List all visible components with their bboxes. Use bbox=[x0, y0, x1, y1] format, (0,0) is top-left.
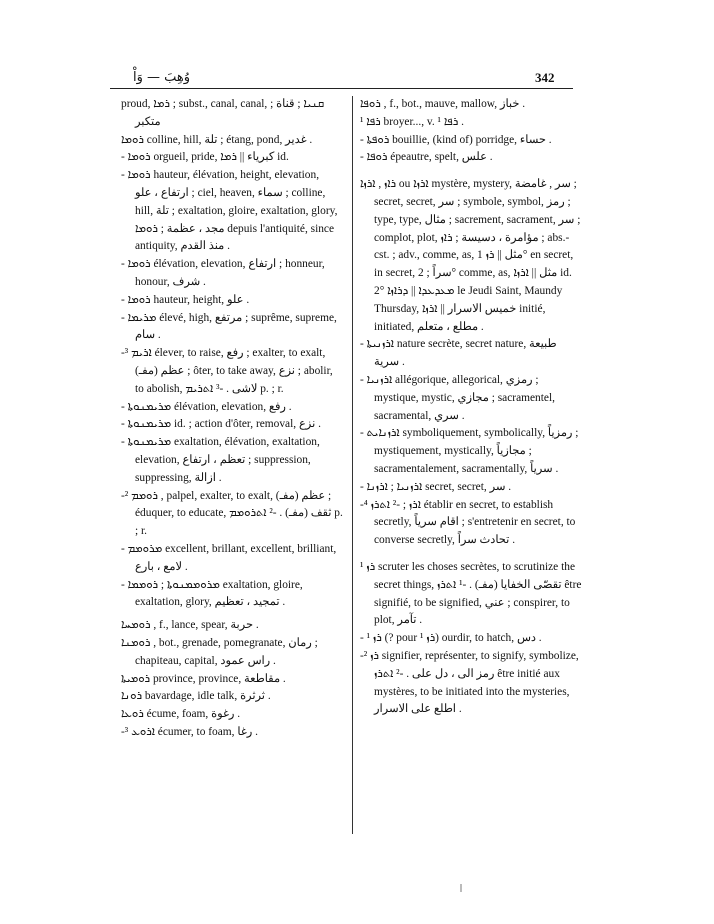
left-column bbox=[121, 96, 343, 742]
dictionary-entry: ¹ ܪܦܐ broyer..., v. ¹ ܪܦܐ . bbox=[360, 115, 464, 128]
dictionary-entry: proud, ܪܡܐ ; subst., canal, canal, ܩܢܝܐ ; قناة ; متكبر bbox=[121, 98, 325, 128]
page-header-left: وُهِبَ — وَاْ bbox=[133, 70, 191, 85]
dictionary-entry: - ܪܘܡܐ hauteur, élévation, height, elevation, ارتفاع ، علو ; ciel, heaven, سماء ; colline, hill, تلة ; exaltation, gloire, exaltation, glory, مجد ، عظمة ; ܪܘܡܐ depuis l'antiquité, since antiquity, منذ القدم . bbox=[121, 169, 338, 253]
dictionary-entry: ܪܘܦܐ , f., bot., mauve, mallow, خباز . bbox=[360, 98, 526, 110]
column-divider bbox=[352, 96, 353, 834]
dictionary-entry: -⁴ ܐܪܙ ; -² ܐܬܪܙ établir en secret, to establish secretly, اقام سرياً ; s'entretenir en secret, to converse secretly, تحادث سراً . bbox=[360, 498, 576, 547]
dictionary-entry: ܪܘܢܐ bavardage, idle talk, ثرثرة . bbox=[121, 690, 271, 703]
page-number: 342 bbox=[535, 70, 555, 85]
dictionary-entry: ܪܘܡܚܐ , f., lance, spear, حربة . bbox=[121, 619, 259, 632]
dictionary-entry: - ܪܘܦܬܐ bouillie, (kind of) porridge, حساء . bbox=[360, 133, 552, 146]
dictionary-entry: - ܡܪܝܡܐ élevé, high, مرتفع ; suprême, supreme, سام . bbox=[121, 311, 337, 342]
dictionary-entry: - ܡܪܝܡܢܘܬܐ id. ; action d'ôter, removal, نزع . bbox=[121, 418, 321, 431]
dictionary-entry: ܪܘܥܐ écume, foam, رغوة . bbox=[121, 708, 241, 721]
dictionary-entry: - ܡܪܝܡܢܘܬܐ élévation, elevation, رفع . bbox=[121, 400, 292, 413]
dictionary-entry: - ܐܪܙܢܝܐ ; ܐܪܙܢܐ secret, secret, سر . bbox=[360, 480, 512, 493]
dictionary-entry: - ܪܘܡܐ hauteur, height, علو . bbox=[121, 293, 250, 306]
dictionary-entry: ܪܘܡܢܐ , bot., grenade, pomegranate, رمان ; chapiteau, capital, راس عمود . bbox=[121, 636, 318, 667]
dictionary-entry: - ܪܘܡܐ élévation, elevation, ارتفاع ; honneur, honour, شرف . bbox=[121, 258, 325, 288]
dictionary-entry: - ܐܪܙܢܝܬܐ nature secrète, secret nature, طبيعة سرية . bbox=[360, 338, 557, 369]
dictionary-entry: - ܐܪܙܢܝܐ allégorique, allegorical, رمزي ; mystique, mystic, مجازي ; sacramentel, sacramental, سري . bbox=[360, 373, 555, 422]
scan-mark bbox=[460, 884, 462, 892]
dictionary-entry: - ܡܪܝܡܢܘܬܐ exaltation, élévation, exaltation, elevation, تعظم ، ارتفاع ; suppression, suppressing, ازالة . bbox=[121, 436, 320, 484]
dictionary-entry: - ܡܪܘܡܡ excellent, brillant, excellent, brilliant, لامع ، بارع . bbox=[121, 542, 337, 573]
dictionary-entry: ¹ ܪܙ scruter les choses secrètes, to scrutinize the secret things, تقصّى الخفايا (مفـ) . -¹ ܐܬܪܙ être signifié, to be signified, عني ; conspirer, to plot, تآمر . bbox=[360, 560, 582, 627]
dictionary-entry: - ܪܘܦܐ épeautre, spelt, علس . bbox=[360, 151, 493, 164]
dictionary-entry: -² ܪܘܡܡ , palpel, exalter, to exalt, عظم (مفـ) ; éduquer, to educate, ثقف (مفـ) . -² ܐܬܪܘܡܡ p. ; r. bbox=[121, 489, 343, 538]
header-rule bbox=[110, 88, 573, 89]
dictionary-entry: - ܐܪܙܢܐܝܬ symboliquement, symbolically, رمزياً ; mystiquement, mystically, مجازياً ; sacramentalement, sacramentally, سرياً . bbox=[360, 427, 579, 475]
dictionary-entry: ܪܘܡܝܬܐ province, province, مقاطعة . bbox=[121, 672, 286, 685]
dictionary-entry: - ܪܘܡܐ orgueil, pride, كبرياء || ܪܡܐ id. bbox=[121, 151, 289, 164]
dictionary-entry: ܪܐܙ , ܐܪܙܐ ou ܐܪܙܐ mystère, mystery, سر , غامضة ; secret, secret, سر ; symbole, symbol, رمز ; type, type, مثال ; sacrement, sacrament, سر ; complot, plot, مؤامرة ، دسيسة ; ܪܐܙ ; abs.-cst. ; adv., comme, as, مثل || ܪܙ 1° en secret, in secret, سراً ; 2° comme, as, مثل || ܐܪܙܐ id. 2° ܡܥܕܥܕܐ || ܕܪܐܙܐ le Jeudi Saint, Maundy Thursday, خميس الاسرار || ܐܪܙܐ initié, initiated, مطلع ، متعلم . bbox=[360, 178, 581, 333]
dictionary-entry: -² ܪܙ signifier, représenter, to signify, symbolize, رمز الى ، دل على . -² ܐܬܪܙ être initié aux mystères, to be initiated into the mysteries, اطلع على الاسرار . bbox=[360, 649, 579, 716]
dictionary-entry: -³ ܐܪܘܥ écumer, to foam, رغا . bbox=[121, 725, 258, 738]
dictionary-entry: - ¹ ܪܙ (? pour ¹ ܪܙ) ourdir, to hatch, دس . bbox=[360, 632, 542, 645]
dictionary-entry: - ܡܪܘܡܡܢܘܬܐ ; ܪܘܡܡܐ exaltation, gloire, exaltation, glory, تمجيد ، تعظيم . bbox=[121, 578, 303, 609]
dictionary-entry: -³ ܐܪܝܡ élever, to raise, رفع ; exalter, to exalt, عظم (مفـ) ; ôter, to take away, نزع ; abolir, to abolish, لاشى . -³ ܐܬܪܝܡ p. ; r. bbox=[121, 347, 333, 395]
right-column bbox=[360, 96, 582, 719]
dictionary-entry: ܪܘܡܐ colline, hill, تلة ; étang, pond, غدير . bbox=[121, 133, 313, 146]
